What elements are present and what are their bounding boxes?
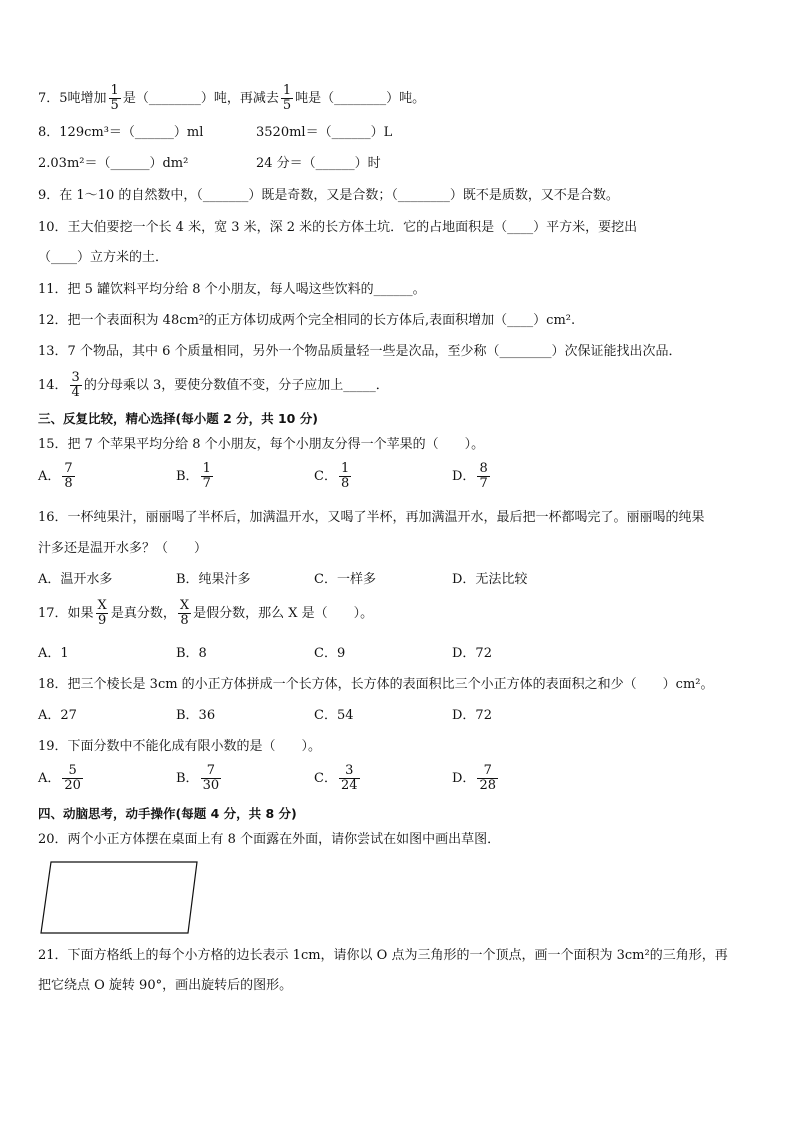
question-21-line1: 21．下面方格纸上的每个小方格的边长表示 1cm，请你以 O 点为三角形的一个顶点，画一个面积为 3cm²的三角形，再 [38,948,728,963]
question-8-c: 2.03m²＝（______）dm² [38,156,189,171]
question-20: 20．两个小正方体摆在桌面上有 8 个面露在外面，请你尝试在如图中画出草图． [38,832,501,847]
question-16-line2: 汁多还是温开水多？（ ） [38,541,208,556]
option-b[interactable]: B．36 [176,708,216,723]
question-18: 18．把三个棱长是 3cm 的小正方体拼成一个长方体，长方体的表面积比三个小正方体的表面积之和少（ ）cm²。 [38,677,714,692]
option-b[interactable]: B． $\frac{1}{7}$ [176,461,211,491]
option-a[interactable]: A． $\frac{5}{20}$ [38,763,81,793]
question-12: 12．把一个表面积为 48cm²的正方体切成两个完全相同的长方体后,表面积增加（____）cm². [38,313,576,328]
option-d[interactable]: D． $\frac{8}{7}$ [452,461,488,491]
option-c[interactable]: C．9 [314,646,346,661]
option-b[interactable]: B． $\frac{7}{30}$ [176,763,220,793]
section-4-heading: 四、动脑思考，动手操作(每题 4 分，共 8 分) [38,806,297,821]
question-8-d: 24 分＝（______）时 [256,156,381,171]
option-d[interactable]: D． $\frac{7}{28}$ [452,763,496,793]
option-d[interactable]: D．72 [452,646,492,661]
option-b[interactable]: B．纯果汁多 [176,572,251,587]
fraction: $\frac{3}{4}$ [71,370,80,400]
question-7: 7．5吨增加 $\frac{1}{5}$ 是（________）吨，再减去 $\frac{1}{5}$ 吨是（________）吨。 [38,83,426,113]
question-17: 17．如果 $\frac{X}{9}$ 是真分数， $\frac{X}{8}$ 是假分数，那么 X 是（ ）。 [38,598,374,628]
question-8-b: 3520ml＝（______）L [256,125,393,140]
fraction: $\frac{1}{5}$ [110,83,119,113]
question-10-line1: 10．王大伯要挖一个长 4 米，宽 3 米，深 2 米的长方体土坑．它的占地面积是（____）平方米，要挖出 [38,220,638,235]
question-19: 19．下面分数中不能化成有限小数的是（ ）。 [38,739,322,754]
option-a[interactable]: A．27 [38,708,77,723]
option-a[interactable]: A．1 [38,646,69,661]
question-8-a: 8．129cm³＝（______）ml [38,125,204,140]
option-a[interactable]: A． $\frac{7}{8}$ [38,461,73,491]
fraction: $\frac{1}{5}$ [282,83,292,113]
question-10-line2: （____）立方米的土． [38,250,169,265]
option-c[interactable]: C．一样多 [314,572,376,587]
question-9: 9．在 1～10 的自然数中，（_______）既是奇数，又是合数；（________）既不是质数，又不是合数。 [38,188,619,203]
option-c[interactable]: C． $\frac{1}{8}$ [314,461,350,491]
parallelogram-figure [38,858,202,936]
question-14: 14． $\frac{3}{4}$ 的分母乘以 3，要使分数值不变，分子应加上_____． [38,370,389,400]
option-a[interactable]: A．温开水多 [38,572,113,587]
question-16-line1: 16．一杯纯果汁，丽丽喝了半杯后，加满温开水，又喝了半杯，再加满温开水，最后把一杯都喝完了。丽丽喝的纯果 [38,510,705,525]
option-d[interactable]: D．无法比较 [452,572,528,587]
option-c[interactable]: C． $\frac{3}{24}$ [314,763,358,793]
question-13: 13．7 个物品，其中 6 个质量相同，另外一个物品质量轻一些是次品，至少称（________）次保证能找出次品． [38,344,682,359]
option-d[interactable]: D．72 [452,708,492,723]
option-c[interactable]: C．54 [314,708,354,723]
question-15: 15．把 7 个苹果平均分给 8 个小朋友，每个小朋友分得一个苹果的（ ）。 [38,437,485,452]
option-b[interactable]: B．8 [176,646,207,661]
question-11: 11．把 5 罐饮料平均分给 8 个小朋友，每人喝这些饮料的______。 [38,282,426,297]
section-3-heading: 三、反复比较，精心选择(每小题 2 分，共 10 分) [38,411,318,426]
question-21-line2: 把它绕点 O 旋转 90°，画出旋转后的图形。 [38,978,293,993]
